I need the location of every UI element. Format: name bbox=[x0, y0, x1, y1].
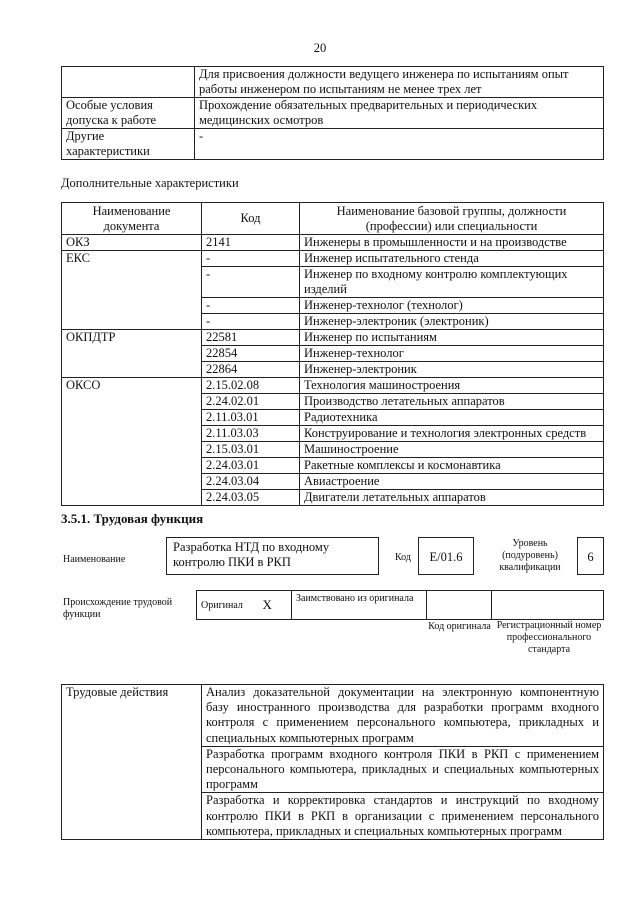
column-header: Код bbox=[202, 203, 300, 235]
specialty-cell: Инженеры в промышленности и на производстве bbox=[300, 235, 604, 251]
qualification-requirements-table bbox=[61, 66, 604, 160]
labor-action-item: Разработка программ входного контроля ПКИ в РКП с применением персонального компьютера, прикладных и специальных компьютерных программ bbox=[202, 746, 604, 793]
function-code-box bbox=[418, 537, 474, 575]
name-label: Наименование bbox=[63, 554, 126, 565]
document-name: ОКЗ bbox=[62, 235, 202, 251]
specialty-cell: Производство летательных аппаратов bbox=[300, 394, 604, 410]
code-cell: 22864 bbox=[202, 362, 300, 378]
level-label: Уровень (подуровень) квалификации bbox=[499, 538, 561, 573]
code-cell: 2.15.03.01 bbox=[202, 442, 300, 458]
specialty-cell: Конструирование и технология электронных средств bbox=[300, 426, 604, 442]
reg-number-cell bbox=[492, 591, 604, 620]
additional-characteristics-table bbox=[61, 202, 604, 506]
table-row bbox=[62, 330, 604, 346]
specialty-cell: Машиностроение bbox=[300, 442, 604, 458]
code-cell: 2.24.03.04 bbox=[202, 474, 300, 490]
code-cell: - bbox=[202, 267, 300, 298]
specialty-cell: Инженер-технолог (технолог) bbox=[300, 298, 604, 314]
table-row bbox=[62, 685, 604, 747]
code-cell: - bbox=[202, 298, 300, 314]
origin-table bbox=[196, 590, 604, 620]
row-value: - bbox=[195, 129, 604, 160]
code-original-cell bbox=[427, 591, 492, 620]
code-cell: 2.24.03.01 bbox=[202, 458, 300, 474]
function-code-value: E/01.6 bbox=[429, 550, 463, 564]
specialty-cell: Авиастроение bbox=[300, 474, 604, 490]
code-cell: 2.24.03.05 bbox=[202, 490, 300, 506]
specialty-cell: Инженер-электроник bbox=[300, 362, 604, 378]
table-row bbox=[62, 235, 604, 251]
code-cell: 2.11.03.01 bbox=[202, 410, 300, 426]
additional-characteristics-heading: Дополнительные характеристики bbox=[61, 176, 239, 190]
function-name-box bbox=[166, 537, 379, 575]
labor-action-item: Разработка и корректировка стандартов и инструкций по входному контролю ПКИ в РКП в организации с применением персонального компьютера, прикладных и специальных компьютерных программ bbox=[202, 793, 604, 840]
column-header: Наименование базовой группы, должности (профессии) или специальности bbox=[300, 203, 604, 235]
code-cell: 2.11.03.03 bbox=[202, 426, 300, 442]
table-row bbox=[62, 67, 604, 98]
reg-number-label: Регистрационный номер профессионального стандарта bbox=[496, 620, 602, 655]
table-row bbox=[62, 98, 604, 129]
labor-actions-table bbox=[61, 684, 604, 840]
code-label: Код bbox=[395, 552, 411, 563]
function-name-value: Разработка НТД по входному контролю ПКИ в РКП bbox=[173, 540, 330, 569]
labor-action-item: Анализ доказательной документации на электронную компонентную базу иностранного производства для разработки программ входного контроля с применением персонального компьютера, прикладных и специальных компьютерных программ bbox=[202, 685, 604, 747]
table-header-row bbox=[62, 203, 604, 235]
specialty-cell: Технология машиностроения bbox=[300, 378, 604, 394]
table-row bbox=[62, 378, 604, 394]
code-cell: 22854 bbox=[202, 346, 300, 362]
specialty-cell: Инженер-технолог bbox=[300, 346, 604, 362]
borrowed-label: Заимствовано из оригинала bbox=[292, 591, 427, 620]
level-box bbox=[577, 537, 604, 575]
code-cell: - bbox=[202, 251, 300, 267]
specialty-cell: Двигатели летательных аппаратов bbox=[300, 490, 604, 506]
original-mark: X bbox=[259, 591, 292, 620]
row-label: Другие характеристики bbox=[62, 129, 195, 160]
row-label: Особые условия допуска к работе bbox=[62, 98, 195, 129]
code-cell: 2141 bbox=[202, 235, 300, 251]
page-number: 20 bbox=[313, 41, 327, 55]
specialty-cell: Инженер по испытаниям bbox=[300, 330, 604, 346]
row-label bbox=[62, 67, 195, 98]
specialty-cell: Инженер-электроник (электроник) bbox=[300, 314, 604, 330]
code-cell: - bbox=[202, 314, 300, 330]
document-name: ОКПДТР bbox=[62, 330, 202, 378]
specialty-cell: Ракетные комплексы и космонавтика bbox=[300, 458, 604, 474]
row-value: Прохождение обязательных предварительных и периодических медицинских осмотров bbox=[195, 98, 604, 129]
table-row bbox=[62, 129, 604, 160]
section-heading: 3.5.1. Трудовая функция bbox=[61, 511, 204, 526]
code-original-label: Код оригинала bbox=[428, 621, 491, 632]
original-label: Оригинал bbox=[197, 591, 259, 620]
table-row bbox=[62, 251, 604, 267]
document-name: ЕКС bbox=[62, 251, 202, 330]
labor-actions-label: Трудовые действия bbox=[62, 685, 202, 840]
code-cell: 2.24.02.01 bbox=[202, 394, 300, 410]
column-header: Наименование документа bbox=[62, 203, 202, 235]
specialty-cell: Радиотехника bbox=[300, 410, 604, 426]
specialty-cell: Инженер испытательного стенда bbox=[300, 251, 604, 267]
specialty-cell: Инженер по входному контролю комплектующих изделий bbox=[300, 267, 604, 298]
row-value: Для присвоения должности ведущего инженера по испытаниям опыт работы инженером по испытаниям не менее трех лет bbox=[195, 67, 604, 98]
document-name: ОКСО bbox=[62, 378, 202, 506]
level-value: 6 bbox=[587, 550, 594, 564]
code-cell: 22581 bbox=[202, 330, 300, 346]
code-cell: 2.15.02.08 bbox=[202, 378, 300, 394]
origin-label: Происхождение трудовой функции bbox=[63, 597, 173, 620]
